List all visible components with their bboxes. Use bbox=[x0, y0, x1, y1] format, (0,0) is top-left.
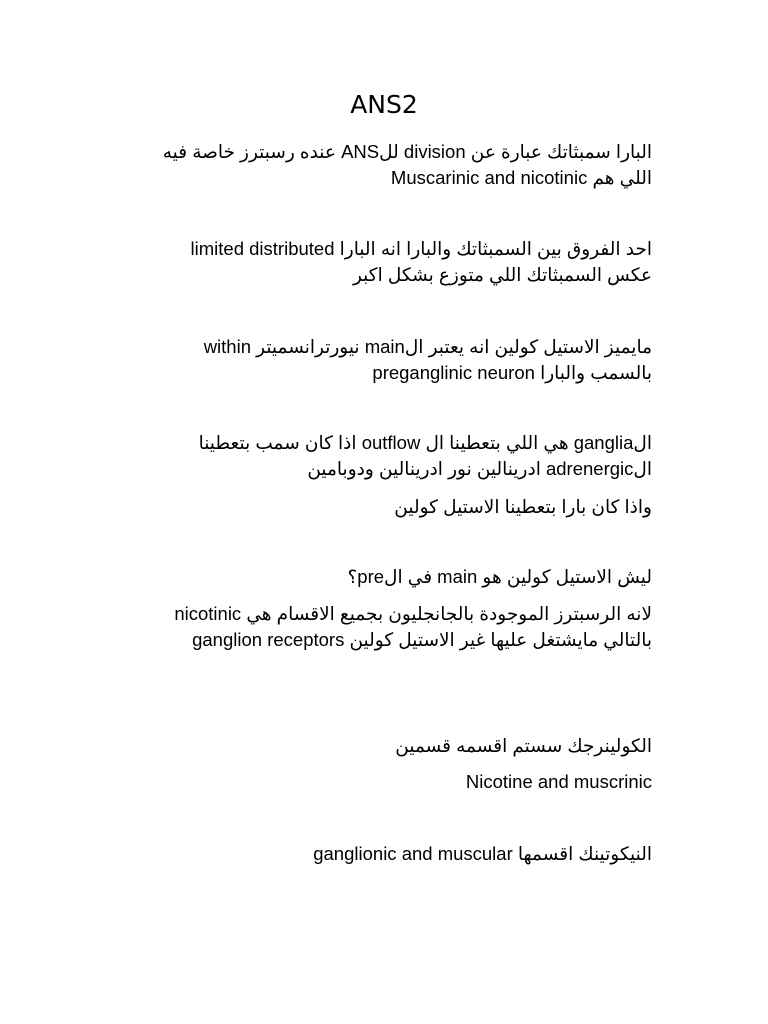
paragraph-question bbox=[110, 564, 652, 590]
paragraph-acetylcholine-main bbox=[110, 334, 652, 386]
page-title: ANS2 bbox=[350, 90, 418, 119]
paragraph-line: Nicotine and muscrinic bbox=[465, 771, 652, 792]
paragraph-line: ganglion receptors بالتالي مايشتغل عليها غير الاستيل كولين bbox=[192, 629, 652, 650]
paragraph-line: اللي هم Muscarinic and nicotinic bbox=[390, 167, 652, 188]
paragraph-distribution-difference bbox=[110, 236, 652, 288]
paragraph-ganglia-outflow bbox=[110, 430, 652, 482]
paragraph-answer bbox=[110, 601, 652, 653]
paragraph-line: البارا سمبثاتك عبارة عن division للANS عنده رسبترز خاصة فيه bbox=[162, 141, 652, 162]
paragraph-line: preganglinic neuron بالسمب والبارا bbox=[372, 362, 652, 383]
paragraph-line: عكس السمبثاتك اللي متوزع بشكل اكبر bbox=[352, 264, 652, 285]
paragraph-parasympathetic-definition bbox=[110, 139, 652, 191]
paragraph-line: مايميز الاستيل كولين انه يعتبر الmain نيورترانسميتر within bbox=[203, 336, 652, 357]
paragraph-para-acetylcholine bbox=[110, 494, 652, 520]
paragraph-nicotine-muscarinic bbox=[110, 769, 652, 795]
paragraph-line: النيكوتينك اقسمها ganglionic and muscular bbox=[313, 843, 652, 864]
paragraph-line: الganglia هي اللي بتعطينا ال outflow اذا كان سمب بتعطينا bbox=[198, 432, 652, 453]
paragraph-line: الكولينرجك سستم اقسمه قسمين bbox=[395, 735, 652, 756]
paragraph-line: واذا كان بارا بتعطينا الاستيل كولين bbox=[394, 496, 652, 517]
paragraph-line: ليش الاستيل كولين هو main في الpre؟ bbox=[347, 566, 652, 587]
paragraph-nicotinic-types bbox=[110, 841, 652, 867]
paragraph-line: احد الفروق بين السمبثاتك والبارا انه البارا limited distributed bbox=[190, 238, 652, 259]
paragraph-line: الadrenergic ادرينالين نور ادرينالين ودوبامين bbox=[307, 458, 652, 479]
paragraph-cholinergic-system bbox=[110, 733, 652, 759]
paragraph-line: لانه الرسبترز الموجودة بالجانجليون بجميع الاقسام هي nicotinic bbox=[174, 603, 652, 624]
